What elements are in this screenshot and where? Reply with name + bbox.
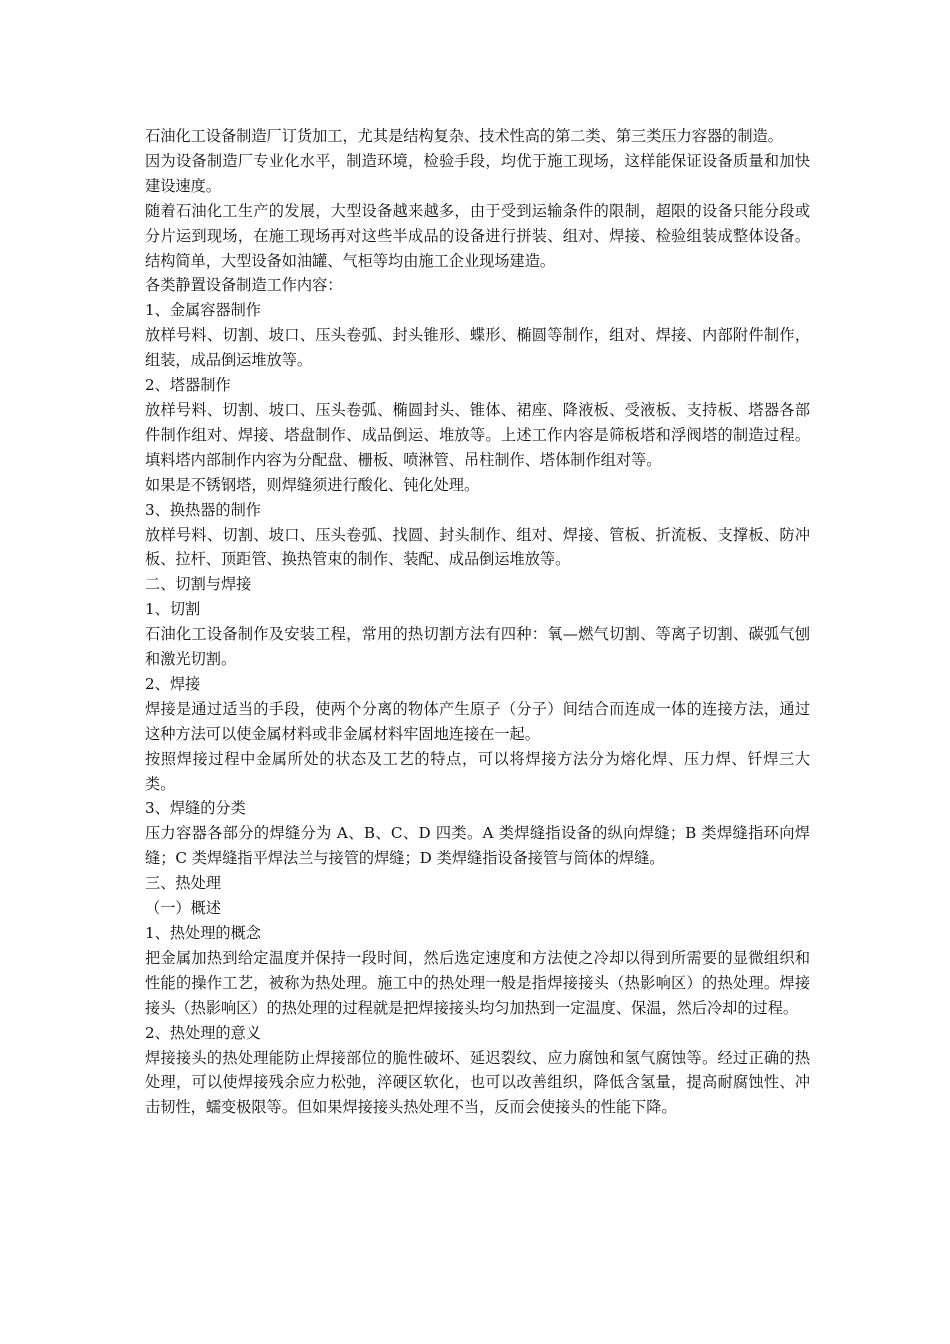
- heading: 1、切割: [145, 600, 201, 619]
- heading: 3、换热器的制作: [145, 500, 261, 519]
- paragraph: 焊接接头的热处理能防止焊接部位的脆性破坏、延迟裂纹、应力腐蚀和氢气腐蚀等。经过正确的热处理，可以使焊接残余应力松弛，淬硬区软化，也可以改善组织，降低含氢量，提高耐腐蚀性、冲击韧性，蠕变极限等。但如果焊接接头热处理不当，反而会使接头的性能下降。: [145, 1048, 810, 1117]
- paragraph: 放样号料、切割、坡口、压头卷弧、封头锥形、蝶形、椭圆等制作，组对、焊接、内部附件制作，组装，成品倒运堆放等。: [145, 326, 810, 370]
- paragraph: 把金属加热到给定温度并保持一段时间，然后选定速度和方法使之冷却以得到所需要的显微组织和性能的操作工艺，被称为热处理。施工中的热处理一般是指焊接接头（热影响区）的热处理。焊接接头（热影响区）的热处理的过程就是把焊接接头均匀加热到一定温度、保温，然后冷却的过程。: [145, 948, 810, 1017]
- paragraph: 压力容器各部分的焊缝分为 A、B、C、D 四类。A 类焊缝指设备的纵向焊缝；B 类焊缝指环向焊缝；C 类焊缝指平焊法兰与接管的焊缝；D 类焊缝指设备接管与筒体的焊缝。: [145, 824, 810, 868]
- document-body: [145, 124, 810, 1120]
- subsection-heading: （一）概述: [145, 899, 221, 918]
- paragraph: 因为设备制造厂专业化水平，制造环境，检验手段，均优于施工现场，这样能保证设备质量和加快建设速度。: [145, 151, 810, 195]
- paragraph: 放样号料、切割、坡口、压头卷弧、椭圆封头、锥体、裙座、降液板、受液板、支持板、塔器各部件制作组对、焊接、塔盘制作、成品倒运、堆放等。上述工作内容是筛板塔和浮阀塔的制造过程。填料塔内部制作内容为分配盘、栅板、喷淋管、吊柱制作、塔体制作组对等。: [145, 400, 810, 469]
- paragraph: 石油化工设备制造厂订货加工，尤其是结构复杂、技术性高的第二类、第三类压力容器的制造。: [145, 127, 783, 145]
- paragraph: 焊接是通过适当的手段，使两个分离的物体产生原子（分子）间结合而连成一体的连接方法，通过这种方法可以使金属材料或非金属材料牢固地连接在一起。: [145, 699, 810, 743]
- paragraph: 按照焊接过程中金属所处的状态及工艺的特点，可以将焊接方法分为熔化焊、压力焊、钎焊三大类。: [145, 749, 810, 793]
- paragraph: 随着石油化工生产的发展，大型设备越来越多，由于受到运输条件的限制，超限的设备只能分段或分片运到现场，在施工现场再对这些半成品的设备进行拼装、组对、焊接、检验组装成整体设备。结构简单，大型设备如油罐、气柜等均由施工企业现场建造。: [145, 201, 810, 270]
- heading: 2、塔器制作: [145, 376, 231, 395]
- paragraph: 石油化工设备制作及安装工程，常用的热切割方法有四种：氧—燃气切割、等离子切割、碳弧气刨和激光切割。: [145, 625, 810, 669]
- section-heading: 三、热处理: [145, 874, 221, 893]
- paragraph: 各类静置设备制造工作内容：: [145, 276, 343, 295]
- heading: 2、焊接: [145, 674, 201, 693]
- heading: 3、焊缝的分类: [145, 799, 246, 818]
- heading: 1、热处理的概念: [145, 924, 261, 942]
- heading: 2、热处理的意义: [145, 1023, 261, 1042]
- section-heading: 二、切割与焊接: [145, 575, 252, 594]
- paragraph: 放样号料、切割、坡口、压头卷弧、找圆、封头制作、组对、焊接、管板、折流板、支撑板、防冲板、拉杆、顶距管、换热管束的制作、装配、成品倒运堆放等。: [145, 525, 810, 569]
- heading: 1、金属容器制作: [145, 301, 261, 320]
- paragraph: 如果是不锈钢塔，则焊缝须进行酸化、钝化处理。: [145, 475, 480, 494]
